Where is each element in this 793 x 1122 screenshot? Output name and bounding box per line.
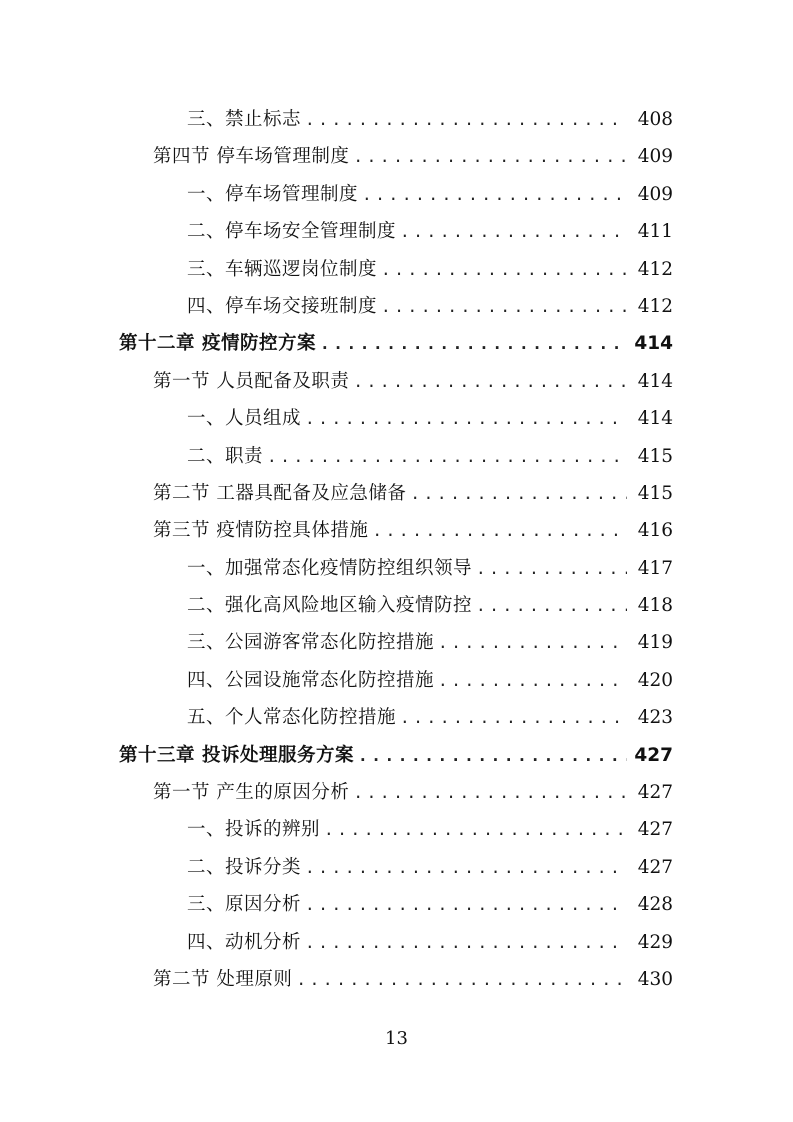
toc-entry-title: 四、停车场交接班制度	[187, 295, 378, 317]
toc-entry-title: 四、动机分析	[187, 931, 302, 953]
toc-entry-title: 三、公园游客常态化防控措施	[187, 632, 435, 654]
toc-entry-page: 427	[637, 819, 673, 841]
toc-entry-page: 429	[637, 931, 673, 953]
toc-subsection-entry[interactable]	[0, 400, 793, 437]
toc-section-entry[interactable]	[0, 774, 793, 811]
toc-subsection-entry[interactable]	[0, 699, 793, 736]
toc-section-entry[interactable]	[0, 363, 793, 400]
toc-dot-leader	[381, 251, 627, 288]
toc-dot-leader	[305, 101, 627, 138]
toc-entry-page: 423	[637, 707, 673, 729]
toc-entry-page: 408	[637, 109, 673, 130]
toc-entry-title: 第二节 处理原则	[153, 968, 293, 990]
toc-entry-title: 一、停车场管理制度	[187, 183, 359, 205]
toc-section-entry[interactable]	[0, 961, 793, 998]
toc-entry-page: 420	[637, 669, 673, 691]
toc-subsection-entry[interactable]	[0, 101, 793, 138]
toc-entry-title: 二、停车场安全管理制度	[187, 221, 397, 243]
toc-subsection-entry[interactable]	[0, 849, 793, 886]
toc-entry-page: 412	[637, 295, 673, 317]
toc-subsection-entry[interactable]	[0, 587, 793, 624]
toc-dot-leader	[358, 737, 627, 774]
toc-dot-leader	[353, 363, 627, 400]
toc-section-entry[interactable]	[0, 475, 793, 512]
toc-entry-page: 414	[637, 370, 673, 392]
toc-subsection-entry[interactable]	[0, 662, 793, 699]
toc-entry-title: 第一节 产生的原因分析	[153, 782, 350, 804]
toc-dot-leader	[305, 849, 627, 886]
toc-subsection-entry[interactable]	[0, 624, 793, 661]
toc-entry-title: 一、人员组成	[187, 408, 302, 430]
toc-chapter-entry[interactable]	[0, 325, 793, 362]
toc-entry-page: 418	[637, 595, 673, 617]
toc-dot-leader	[438, 624, 627, 661]
toc-entry-page: 409	[637, 183, 673, 205]
toc-entry-title: 五、个人常态化防控措施	[187, 707, 397, 729]
toc-subsection-entry[interactable]	[0, 176, 793, 213]
toc-dot-leader	[410, 475, 627, 512]
toc-chapter-entry[interactable]	[0, 737, 793, 774]
toc-entry-page: 415	[637, 445, 673, 467]
toc-dot-leader	[353, 774, 627, 811]
toc-entry-title: 第三节 疫情防控具体措施	[153, 520, 369, 542]
toc-dot-leader	[400, 213, 627, 250]
toc-dot-leader	[381, 288, 627, 325]
page-number: 13	[385, 1028, 408, 1049]
table-of-contents	[0, 101, 793, 998]
toc-subsection-entry[interactable]	[0, 924, 793, 961]
toc-entry-title: 三、原因分析	[187, 894, 302, 916]
toc-dot-leader	[305, 924, 627, 961]
toc-entry-title: 二、职责	[187, 445, 264, 467]
toc-subsection-entry[interactable]	[0, 550, 793, 587]
toc-dot-leader	[476, 550, 627, 587]
toc-dot-leader	[305, 886, 627, 923]
toc-section-entry[interactable]	[0, 138, 793, 175]
toc-entry-page: 427	[634, 744, 673, 766]
toc-entry-page: 419	[637, 632, 673, 654]
toc-entry-title: 四、公园设施常态化防控措施	[187, 669, 435, 691]
toc-entry-page: 415	[637, 482, 673, 504]
toc-subsection-entry[interactable]	[0, 251, 793, 288]
toc-entry-page: 427	[637, 782, 673, 804]
toc-entry-page: 430	[637, 968, 673, 990]
toc-dot-leader	[305, 400, 627, 437]
toc-entry-page: 414	[634, 333, 673, 355]
toc-entry-title: 第十三章 投诉处理服务方案	[119, 744, 354, 766]
toc-entry-page: 412	[637, 258, 673, 280]
toc-dot-leader	[267, 438, 627, 475]
toc-entry-page: 414	[637, 408, 673, 430]
toc-dot-leader	[362, 176, 627, 213]
toc-subsection-entry[interactable]	[0, 288, 793, 325]
toc-dot-leader	[400, 699, 627, 736]
toc-entry-title: 二、强化高风险地区输入疫情防控	[187, 595, 473, 617]
toc-subsection-entry[interactable]	[0, 438, 793, 475]
toc-entry-title: 第十二章 疫情防控方案	[119, 333, 316, 355]
toc-entry-page: 409	[637, 146, 673, 168]
toc-dot-leader	[438, 662, 627, 699]
toc-dot-leader	[353, 138, 627, 175]
toc-dot-leader	[476, 587, 627, 624]
toc-section-entry[interactable]	[0, 512, 793, 549]
toc-subsection-entry[interactable]	[0, 886, 793, 923]
toc-subsection-entry[interactable]	[0, 811, 793, 848]
toc-entry-title: 二、投诉分类	[187, 856, 302, 878]
toc-entry-title: 三、车辆巡逻岗位制度	[187, 258, 378, 280]
toc-entry-title: 一、投诉的辨别	[187, 819, 321, 841]
toc-entry-page: 416	[637, 520, 673, 542]
toc-entry-page: 417	[637, 557, 673, 579]
toc-entry-title: 三、禁止标志	[187, 109, 302, 130]
toc-entry-title: 第一节 人员配备及职责	[153, 370, 350, 392]
toc-dot-leader	[296, 961, 627, 998]
toc-entry-title: 一、加强常态化疫情防控组织领导	[187, 557, 473, 579]
toc-dot-leader	[324, 811, 627, 848]
toc-dot-leader	[372, 512, 627, 549]
toc-dot-leader	[320, 325, 627, 362]
toc-entry-title: 第四节 停车场管理制度	[153, 146, 350, 168]
toc-subsection-entry[interactable]	[0, 213, 793, 250]
toc-entry-page: 411	[637, 221, 673, 243]
toc-entry-page: 428	[637, 894, 673, 916]
toc-entry-title: 第二节 工器具配备及应急储备	[153, 482, 407, 504]
toc-entry-page: 427	[637, 856, 673, 878]
